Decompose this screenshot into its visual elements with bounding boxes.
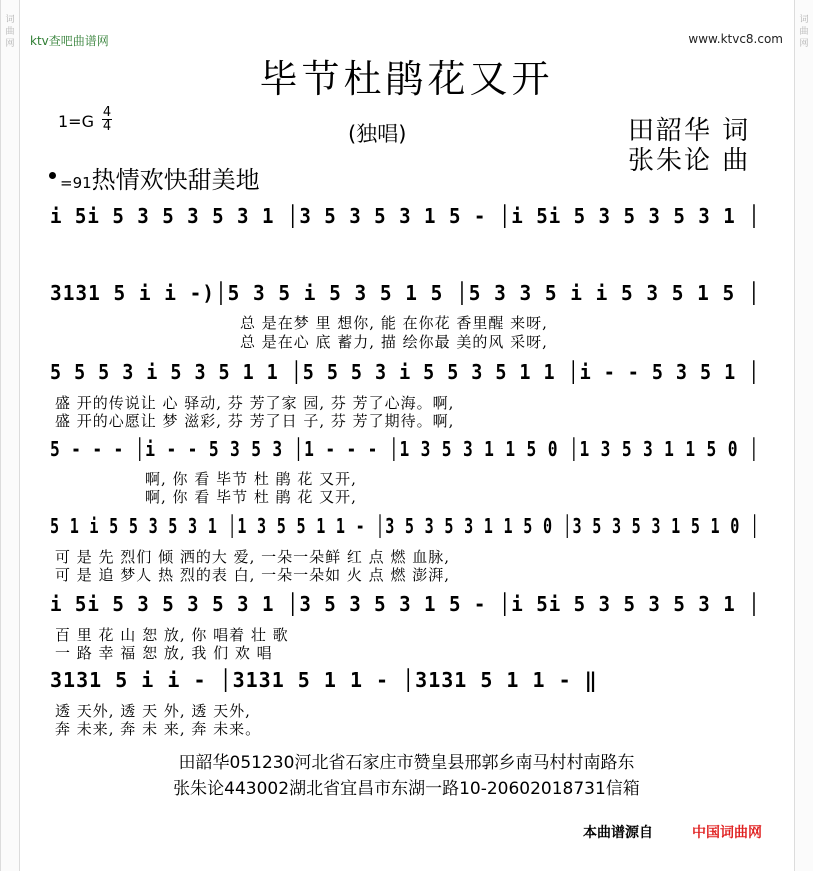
source-site-name: 中国词曲网: [692, 825, 762, 841]
key-signature: 1=G: [58, 112, 94, 131]
quarter-note-icon: [49, 172, 56, 179]
lyric-line: 啊, 你 看 毕节 杜 鹃 花 又开,: [145, 488, 357, 506]
lyric-line: 总 是在心 底 蓄力, 描 绘你最 美的风 采呀,: [240, 333, 548, 351]
staff-line: 3131 5 i i -)│5 3 5 i 5 3 5 1 5 │5 3 3 5 i i 5 3 5 1 5 │: [50, 281, 761, 305]
tempo-marking: [60, 160, 260, 195]
composer-credit: 张朱论 曲: [628, 146, 751, 176]
composer-address: 张朱论443002湖北省宜昌市东湖一路10-20602018731信箱: [173, 779, 640, 799]
staff-line: i 5i 5 3 5 3 5 3 1 │3 5 3 5 3 1 5 - │i 5i 5 3 5 3 5 3 1 │: [50, 592, 761, 616]
staff-line: 5 5 5 3 i 5 3 5 1 1 │5 5 5 3 i 5 5 3 5 1 1 │i - - 5 3 5 1 │: [50, 360, 761, 384]
time-signature-top: 4: [102, 105, 112, 120]
right-watermark-strip: [794, 0, 813, 871]
performance-type: (独唱): [348, 122, 407, 146]
watermark-site-left: ktv查吧曲谱网: [30, 34, 109, 48]
tempo-value: =91: [60, 174, 92, 192]
song-title: 毕节杜鹃花又开: [259, 57, 554, 101]
tempo-text: 热情欢快甜美地: [91, 166, 260, 194]
lyricist-address: 田韶华051230河北省石家庄市赞皇县邢郭乡南马村村南路东: [178, 753, 635, 773]
lyric-line: 可 是 追 梦人 热 烈的表 白, 一朵一朵如 火 点 燃 澎湃,: [55, 566, 450, 584]
lyric-line: 盛 开的传说让 心 驿动, 芬 芳了家 园, 芬 芳了心海。啊,: [55, 394, 455, 412]
lyric-line: 百 里 花 山 恕 放, 你 唱着 壮 歌: [55, 626, 289, 644]
staff-line: 5 1 i 5 5 3 5 3 1 │1 3 5 5 1 1 - │3 5 3 5 3 1 1 5 0 │3 5 3 5 3 1 5 1 0 │: [50, 514, 760, 538]
time-signature-bottom: 4: [102, 119, 112, 134]
left-watermark-strip: [0, 0, 20, 871]
lyric-line: 一 路 幸 福 恕 放, 我 们 欢 唱: [55, 644, 273, 662]
lyric-line: 盛 开的心愿让 梦 滋彩, 芬 芳了日 子, 芬 芳了期待。啊,: [55, 412, 455, 430]
side-char: 词: [5, 15, 15, 25]
staff-line: 5 - - - │i - - 5 3 5 3 │1 - - - │1 3 5 3 1 1 5 0 │1 3 5 3 1 1 5 0 │: [50, 437, 760, 461]
lyric-line: 透 天外, 透 天 外, 透 天外,: [55, 702, 251, 720]
lyric-line: 啊, 你 看 毕节 杜 鹃 花 又开,: [145, 470, 357, 488]
time-signature: [102, 106, 112, 133]
lyric-line: 可 是 先 烈们 倾 洒的大 爱, 一朵一朵鲜 红 点 燃 血脉,: [55, 548, 450, 566]
side-char: 曲: [5, 27, 15, 37]
side-char: 网: [799, 39, 809, 49]
side-char: 网: [5, 39, 15, 49]
staff-line: i 5i 5 3 5 3 5 3 1 │3 5 3 5 3 1 5 - │i 5i 5 3 5 3 5 3 1 │: [50, 204, 761, 228]
lyricist-credit: 田韶华 词: [628, 116, 751, 146]
lyric-line: 奔 未来, 奔 未 来, 奔 未来。: [55, 720, 262, 738]
side-char: 曲: [799, 27, 809, 37]
watermark-site-right: www.ktvc8.com: [688, 32, 783, 46]
staff-line: 3131 5 i i - │3131 5 1 1 - │3131 5 1 1 - ‖: [50, 668, 598, 692]
side-char: 词: [799, 15, 809, 25]
lyric-line: 总 是在梦 里 想你, 能 在你花 香里醒 来呀,: [240, 314, 548, 332]
source-label: 本曲谱源自: [583, 825, 653, 841]
